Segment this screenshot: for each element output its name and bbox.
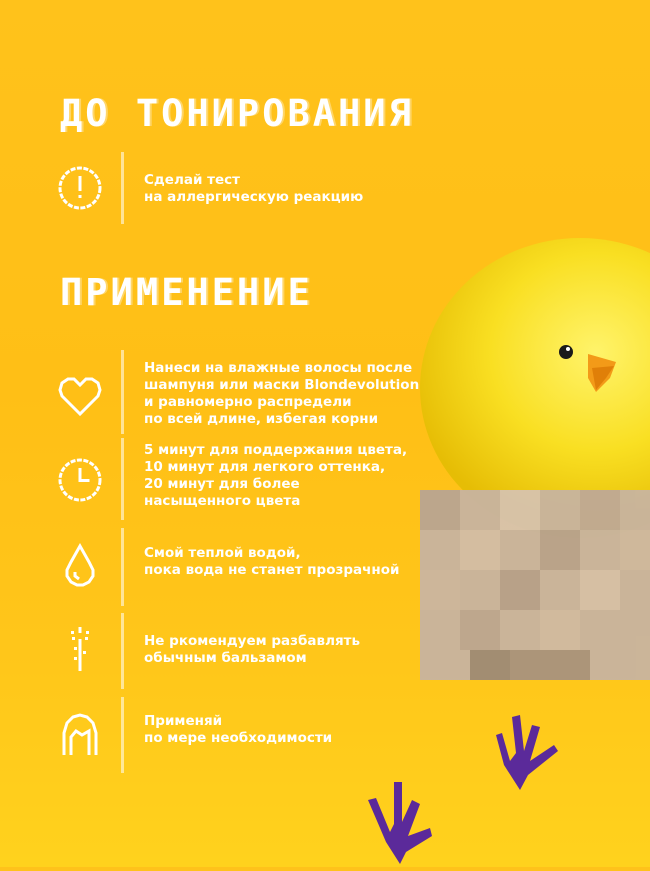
divider (121, 613, 124, 689)
sparkler-icon (54, 623, 106, 675)
heading-before-toning: ДО ТОНИРОВАНИЯ (60, 92, 414, 135)
step-apply (0, 350, 460, 430)
divider (121, 350, 124, 434)
chick-illustration (410, 228, 650, 698)
heart-icon (54, 370, 106, 422)
step-text: 5 минут для поддержания цвета, 10 минут для легкого оттенка, 20 минут для более насыщенного цвета (144, 442, 408, 509)
divider (121, 528, 124, 606)
divider (121, 697, 124, 773)
step-no-dilute (0, 613, 460, 693)
step-timing (0, 438, 460, 518)
step-text: Не ркомендуем разбавлять обычным бальзамом (144, 633, 360, 666)
clock-icon (54, 454, 106, 506)
footprint-decoration (360, 772, 440, 867)
step-text: Сделай тест на аллергическую реакцию (144, 172, 364, 205)
step-rinse (0, 528, 460, 608)
heading-application: ПРИМЕНЕНИЕ (60, 271, 313, 314)
step-text: Нанеси на влажные волосы после шампуня или маски Blondevolution и равномерно распредели по всей длине, избегая корни (144, 360, 420, 427)
water-drop-icon (54, 540, 106, 592)
step-allergy-test (0, 152, 460, 232)
divider (121, 438, 124, 520)
step-text: Применяй по мере необходимости (144, 713, 333, 746)
hair-head-icon (54, 709, 106, 761)
step-text: Смой теплой водой, пока вода не станет прозрачной (144, 545, 400, 578)
footprint-decoration (490, 705, 570, 795)
divider (121, 152, 124, 224)
step-as-needed (0, 697, 460, 777)
alert-circle-icon (54, 162, 106, 214)
